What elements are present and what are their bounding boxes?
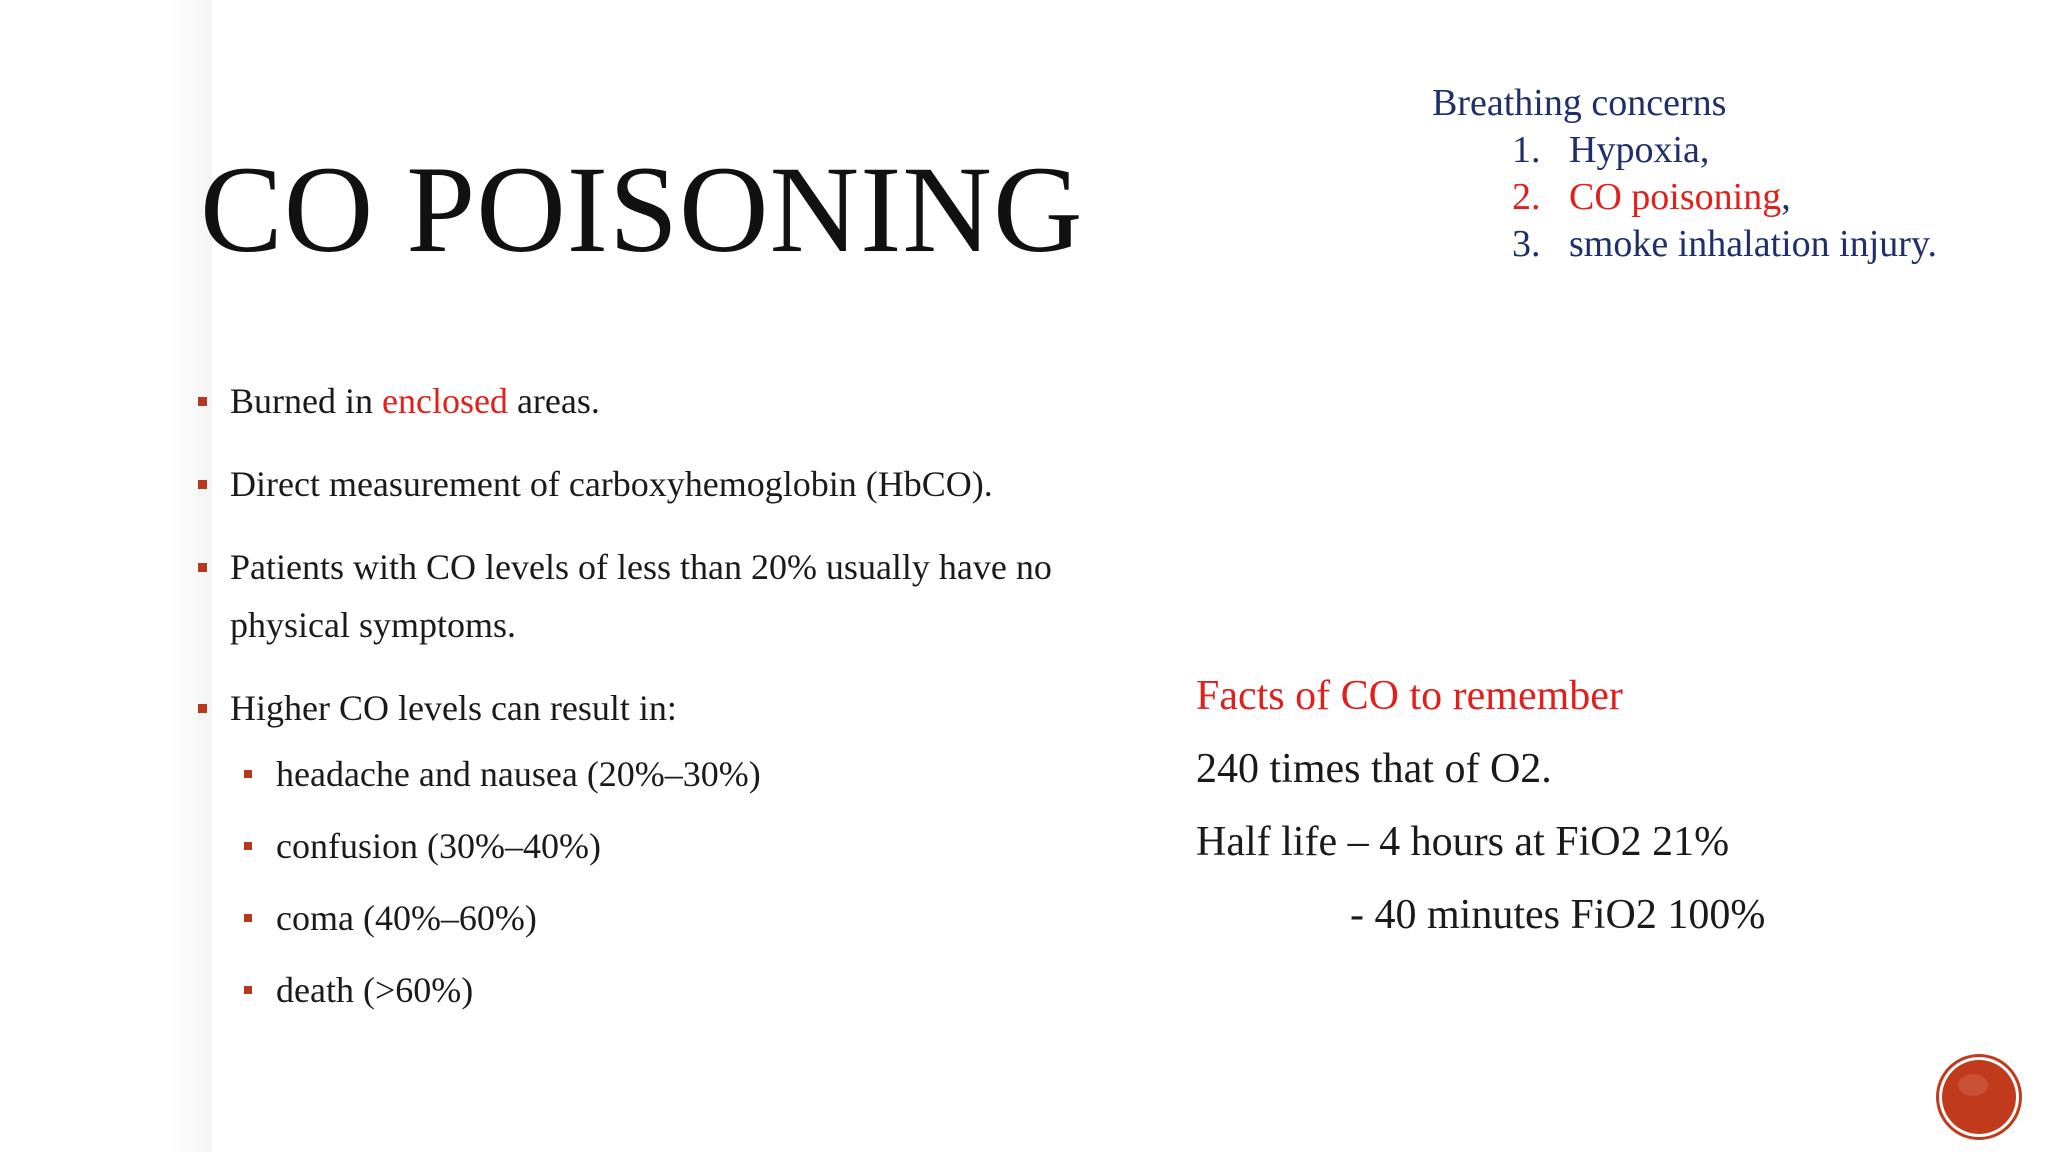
bullet-highlight: enclosed	[381, 381, 508, 421]
bullet-text: Burned in	[230, 381, 382, 421]
square-bullet-icon	[198, 480, 207, 489]
slide-title: CO POISONING	[200, 141, 1084, 278]
bullet-item-higher-levels	[196, 679, 1136, 1019]
concern-item	[1432, 127, 1992, 174]
bullet-text: Direct measurement of carboxyhemoglobin (HbCO).	[230, 464, 993, 504]
bullet-item-levels	[196, 538, 1136, 654]
sub-bullet-text: coma (40%–60%)	[276, 898, 537, 938]
sub-bullet-item	[230, 889, 1136, 947]
sub-bullet-item	[230, 745, 1136, 803]
concern-text: Hypoxia,	[1569, 129, 1710, 171]
concern-number: 3.	[1512, 223, 1541, 265]
sub-bullet-text: death (>60%)	[276, 970, 474, 1010]
slide-margin-shade	[0, 0, 212, 1152]
concern-text: smoke inhalation injury.	[1569, 223, 1937, 265]
facts-title: Facts of CO to remember	[1196, 673, 1623, 719]
square-bullet-icon	[244, 842, 252, 850]
bullet-text: Higher CO levels can result in:	[230, 688, 677, 728]
facts-line-half-life: Half life – 4 hours at FiO2 21%	[1196, 819, 1730, 865]
concern-number: 1.	[1512, 129, 1541, 171]
sub-bullet-text: headache and nausea (20%–30%)	[276, 754, 761, 794]
square-bullet-icon	[244, 770, 252, 778]
co-facts-box	[1196, 660, 1996, 952]
square-bullet-icon	[244, 914, 252, 922]
main-bullet-list	[196, 372, 1136, 1044]
square-bullet-icon	[198, 563, 207, 572]
concern-item	[1432, 221, 1992, 268]
slide-nav-button[interactable]	[1942, 1060, 2016, 1134]
sub-bullet-list	[230, 745, 1136, 1019]
breathing-concerns-list	[1432, 127, 1992, 268]
facts-line-affinity: 240 times that of O2.	[1196, 746, 1552, 792]
square-bullet-icon	[198, 704, 207, 713]
bullet-text: Patients with CO levels of less than 20% usually have no physical symptoms.	[230, 547, 1052, 645]
concern-text: CO poisoning	[1569, 176, 1782, 218]
sub-bullet-item	[230, 961, 1136, 1019]
square-bullet-icon	[244, 986, 252, 994]
sub-bullet-item	[230, 817, 1136, 875]
concern-item	[1432, 174, 1992, 221]
bullet-item-enclosed	[196, 372, 1136, 430]
breathing-concerns-heading: Breathing concerns	[1432, 82, 1727, 124]
sub-bullet-text: confusion (30%–40%)	[276, 826, 601, 866]
concern-suffix: ,	[1781, 176, 1791, 218]
bullet-item-measurement	[196, 455, 1136, 513]
facts-line-half-life-100: - 40 minutes FiO2 100%	[1350, 892, 1766, 938]
concern-number: 2.	[1512, 176, 1541, 218]
square-bullet-icon	[198, 397, 207, 406]
bullet-text: areas.	[507, 381, 600, 421]
breathing-concerns-box	[1432, 80, 1992, 268]
